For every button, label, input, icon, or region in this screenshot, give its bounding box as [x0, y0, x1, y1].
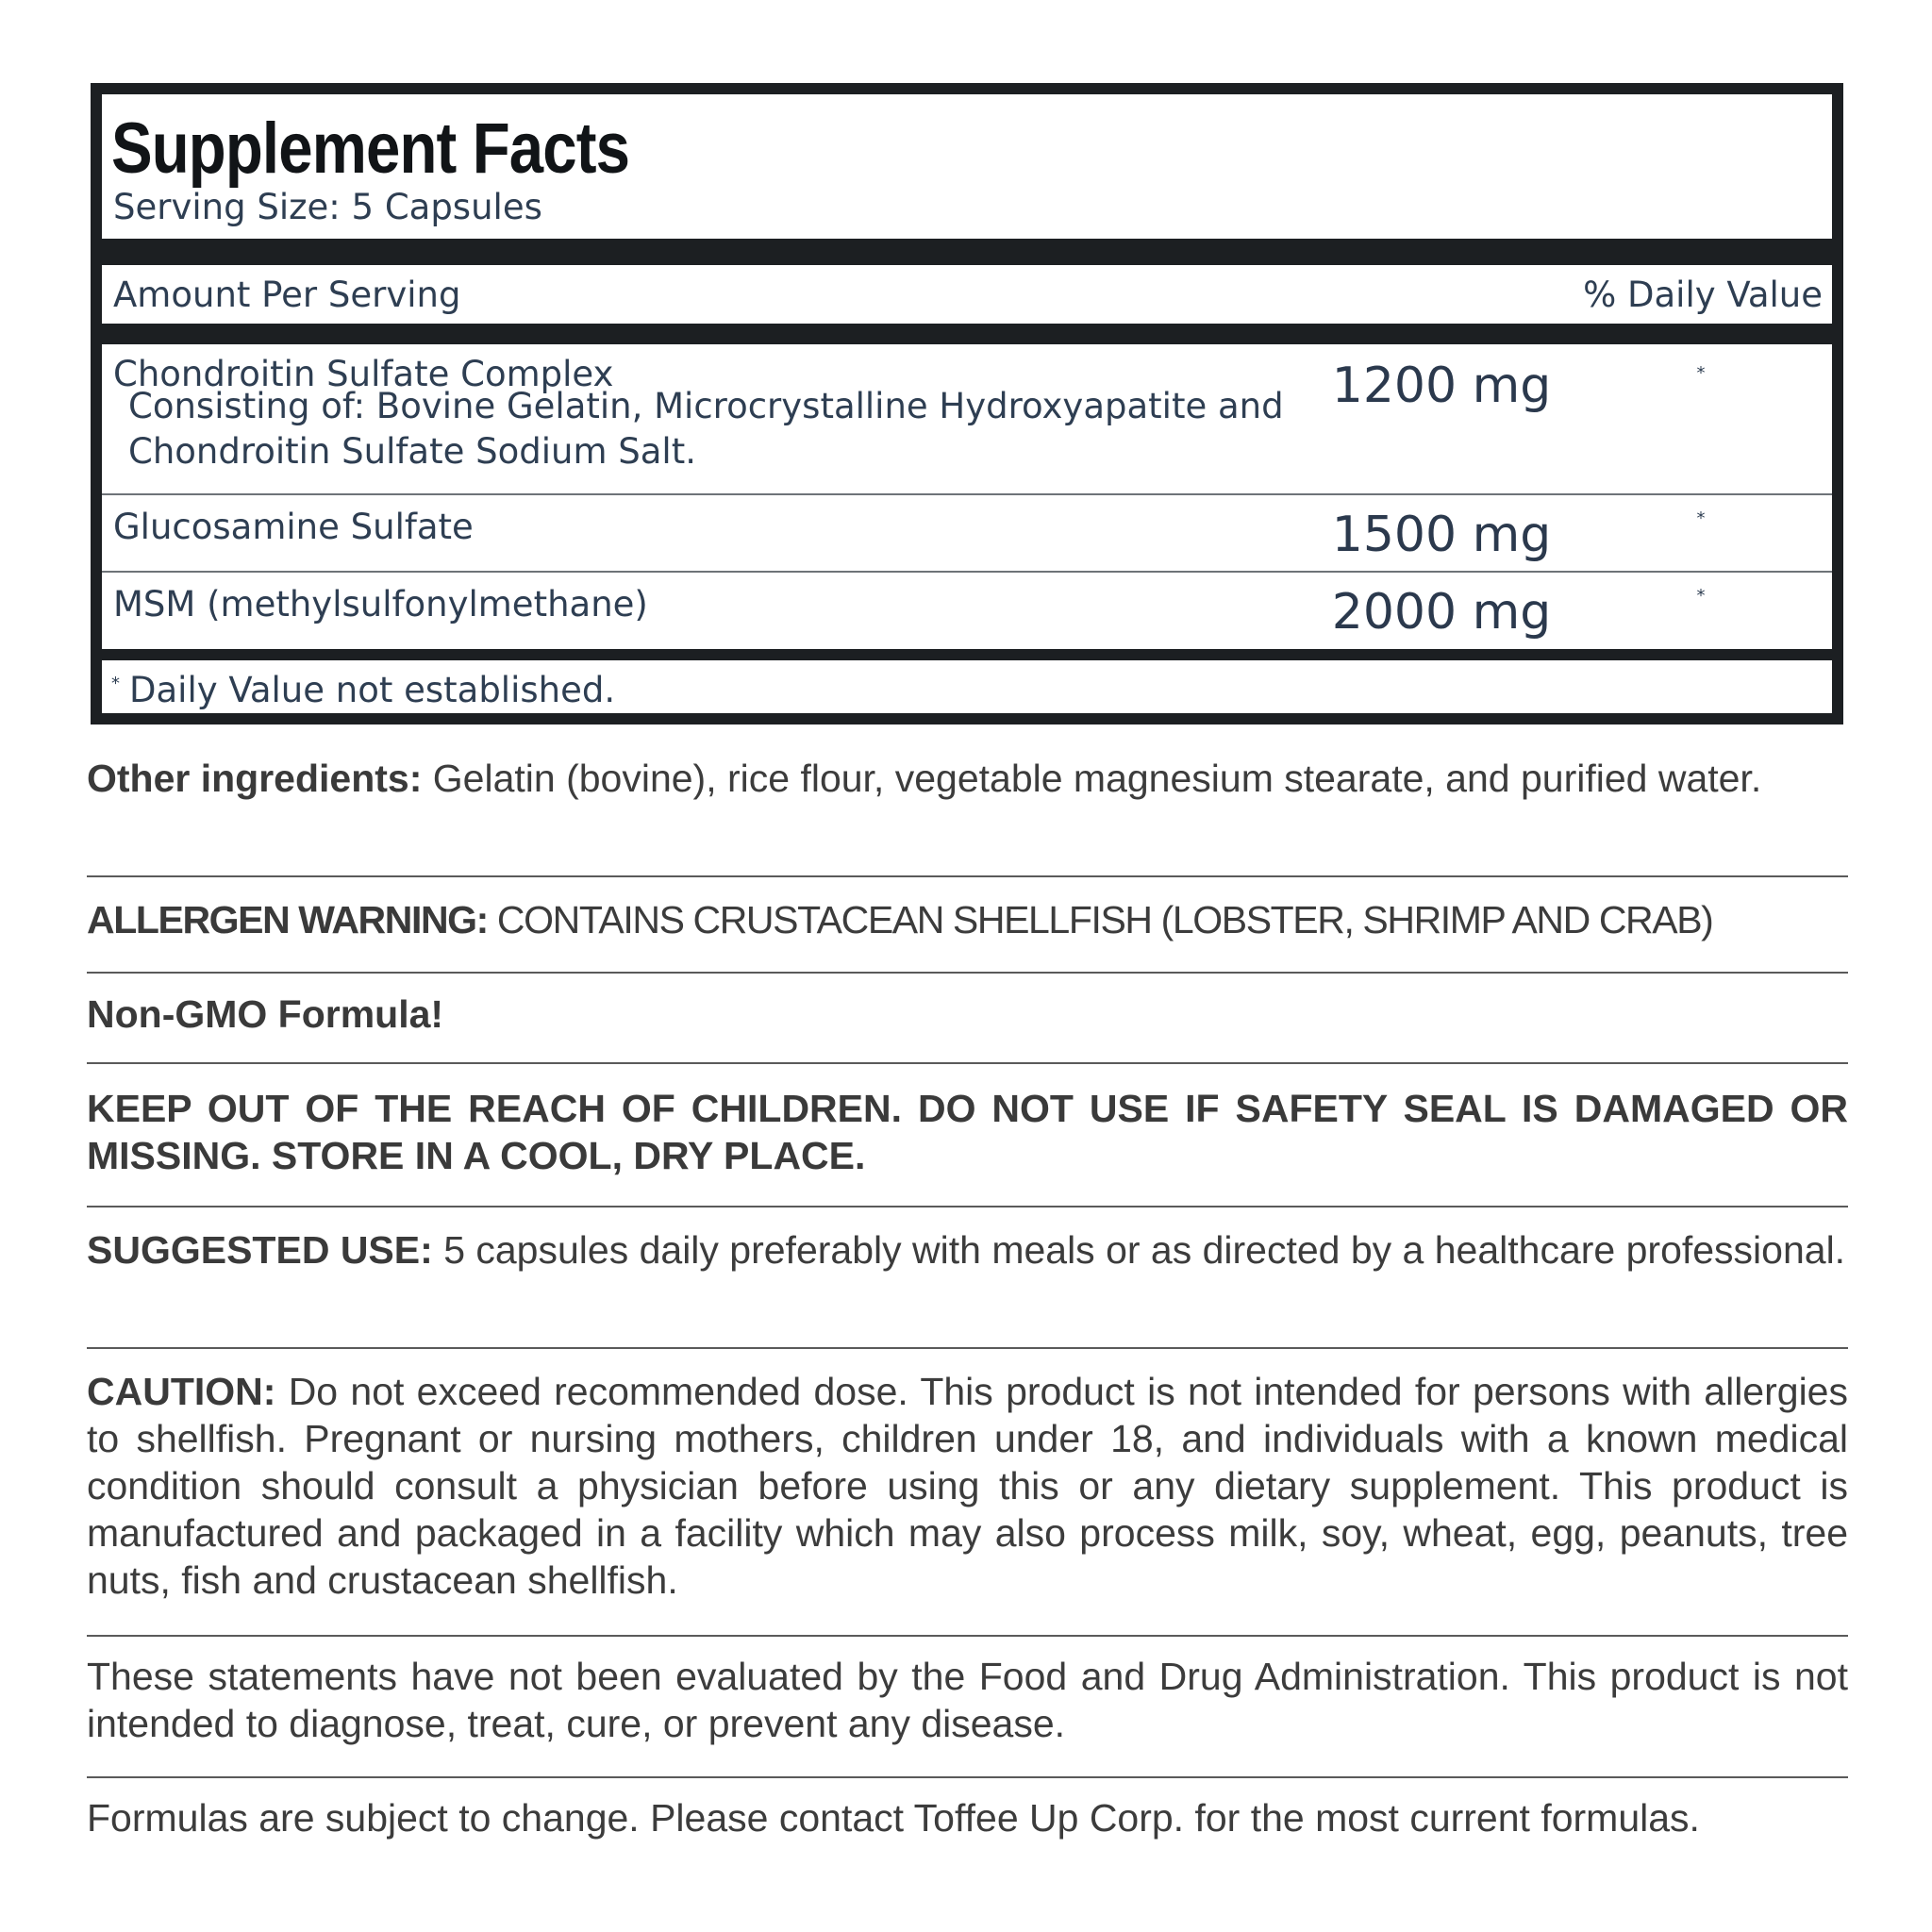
supplement-facts-frame: [102, 94, 1832, 713]
allergen-warning-label: ALLERGEN WARNING:: [87, 898, 488, 941]
footnote-text: [111, 670, 615, 710]
facts-title: Supplement Facts: [111, 108, 630, 189]
ingredient-table: [102, 344, 1832, 649]
non-gmo-label: Non-GMO Formula!: [87, 992, 444, 1036]
section-divider: [87, 1062, 1848, 1064]
keep-out-text: KEEP OUT OF THE REACH OF CHILDREN. DO NOT USE IF SAFETY SEAL IS DAMAGED OR MISSING. STORE IN A COOL, DRY PLACE.: [87, 1087, 1848, 1177]
serving-size: Serving Size: 5 Capsules: [113, 187, 542, 227]
ingredient-row: [102, 573, 1832, 649]
ingredient-name: MSM (methylsulfonylmethane): [113, 584, 648, 625]
formulas-text: Formulas are subject to change. Please contact Toffee Up Corp. for the most current formulas.: [87, 1796, 1700, 1840]
caution-label: CAUTION:: [87, 1370, 276, 1413]
ingredient-amount: 1500 mg: [1331, 507, 1552, 563]
facts-title-block: [102, 94, 1832, 239]
section-divider: [87, 972, 1848, 974]
section-divider: [87, 1635, 1848, 1637]
caution-section: [87, 1368, 1848, 1604]
supplement-facts-panel: [91, 83, 1843, 724]
ingredient-row: [102, 344, 1832, 495]
fda-disclaimer-section: [87, 1653, 1848, 1747]
section-divider: [87, 1776, 1848, 1778]
daily-value-header: % Daily Value: [1583, 275, 1823, 315]
ingredient-amount: 2000 mg: [1331, 584, 1552, 641]
suggested-use-section: [87, 1226, 1848, 1274]
ingredient-daily-value: *: [1696, 363, 1706, 383]
ingredient-daily-value: *: [1696, 586, 1706, 606]
allergen-warning-section: [87, 896, 1848, 943]
non-gmo-section: [87, 991, 1848, 1038]
ingredient-name: Chondroitin Sulfate Complex: [113, 354, 614, 394]
allergen-warning-text: CONTAINS CRUSTACEAN SHELLFISH (LOBSTER, SHRIMP AND CRAB): [496, 898, 1713, 941]
facts-footnote: [102, 660, 1832, 713]
suggested-use-label: SUGGESTED USE:: [87, 1228, 433, 1272]
caution-text: Do not exceed recommended dose. This product is not intended for persons with allergies to shellfish. Pregnant or nursing mothers, children under 18, and individuals with a known medical condition should consult a physician before using this or any dietary supplement. This product is manufactured and packaged in a facility which may also process milk, soy, wheat, egg, peanuts, tree nuts, fish and crustacean shellfish.: [87, 1370, 1848, 1602]
ingredient-daily-value: *: [1696, 508, 1706, 528]
section-divider: [87, 875, 1848, 877]
facts-column-header: [102, 265, 1832, 324]
section-divider: [87, 1206, 1848, 1208]
footnote-star: *: [111, 674, 120, 693]
ingredient-name: Glucosamine Sulfate: [113, 507, 474, 547]
amount-per-serving-header: Amount Per Serving: [113, 275, 461, 315]
ingredient-row: [102, 495, 1832, 573]
section-divider: [87, 1347, 1848, 1349]
ingredient-description: Consisting of: Bovine Gelatin, Microcrystalline Hydroxyapatite and Chondroitin Sulfate Sodium Salt.: [128, 386, 1284, 472]
other-ingredients-section: [87, 755, 1848, 802]
keep-out-section: [87, 1085, 1848, 1179]
fda-disclaimer-text: These statements have not been evaluated by the Food and Drug Administration. This product is not intended to diagnose, treat, cure, or prevent any disease.: [87, 1655, 1848, 1745]
footnote-label: Daily Value not established.: [129, 670, 616, 710]
formulas-section: [87, 1794, 1848, 1841]
suggested-use-text: 5 capsules daily preferably with meals or as directed by a healthcare professional.: [443, 1228, 1846, 1272]
other-ingredients-text: Gelatin (bovine), rice flour, vegetable magnesium stearate, and purified water.: [432, 757, 1762, 800]
ingredient-amount: 1200 mg: [1331, 358, 1552, 414]
other-ingredients-label: Other ingredients:: [87, 757, 423, 800]
